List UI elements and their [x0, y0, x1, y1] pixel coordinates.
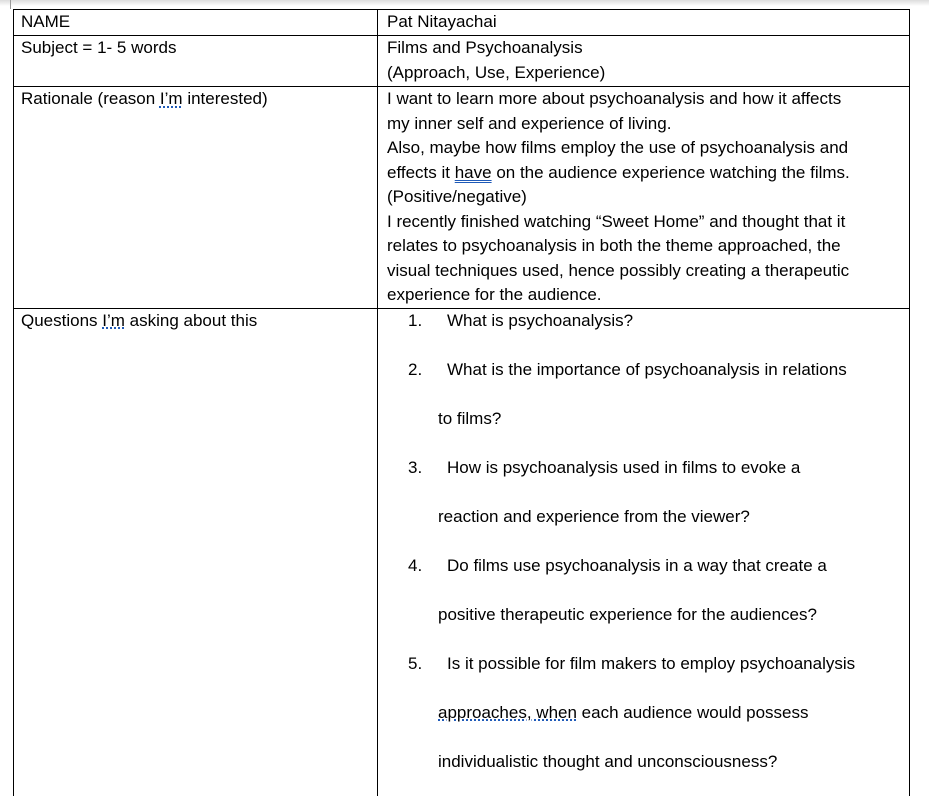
- list-item-continuation: reaction and experience from the viewer?: [438, 506, 750, 526]
- subject-value-line: Films and Psychoanalysis: [387, 38, 583, 57]
- rationale-line: I recently finished watching “Sweet Home” and thought that it: [387, 211, 846, 231]
- questions-label-cell[interactable]: [14, 308, 378, 796]
- list-item: [378, 358, 909, 383]
- name-row: [14, 10, 910, 36]
- rationale-text: effects it: [387, 162, 455, 182]
- name-label-cell[interactable]: [14, 10, 378, 36]
- rationale-text-cell[interactable]: [378, 87, 910, 309]
- list-item-text: How is psychoanalysis used in films to evoke a: [447, 457, 801, 477]
- subject-label-cell[interactable]: [14, 36, 378, 87]
- rationale-text: on the audience experience watching the films.: [491, 162, 850, 182]
- rationale-line: (Positive/negative): [387, 187, 527, 206]
- questions-label-text: Questions: [21, 310, 103, 330]
- list-item-continuation: to films?: [438, 408, 502, 428]
- page-top-edge: [0, 0, 929, 6]
- questions-row: [14, 308, 910, 796]
- rationale-line: relates to psychoanalysis in both the theme approached, the: [387, 236, 841, 255]
- list-item-text: Do films use psychoanalysis in a way that create a: [447, 555, 827, 575]
- rationale-line: [387, 161, 909, 186]
- spellcheck-flag[interactable]: I’m: [102, 310, 125, 330]
- list-number: 3.: [408, 457, 423, 477]
- list-item: [378, 554, 909, 579]
- rationale-line: I want to learn more about psychoanalysis and how it affects: [387, 89, 842, 108]
- questions-list: [378, 309, 909, 775]
- list-item-continuation: individualistic thought and unconsciousness?: [438, 751, 778, 771]
- list-number: 5.: [408, 653, 423, 673]
- list-number: 1.: [408, 310, 423, 330]
- questions-label: [21, 311, 257, 330]
- list-item: [378, 652, 909, 677]
- rationale-line: visual techniques used, hence possibly creating a therapeutic: [387, 260, 850, 280]
- questions-label-text: asking about this: [124, 310, 258, 330]
- rationale-row: [14, 87, 910, 309]
- list-item-text: each audience would possess: [576, 702, 809, 722]
- list-item-continuation: [378, 701, 909, 726]
- rationale-label-text: Rationale (reason: [21, 89, 160, 108]
- list-item: [378, 456, 909, 481]
- name-value: Pat Nitayachai: [387, 12, 497, 31]
- worksheet-table: [13, 9, 910, 796]
- subject-value-line: (Approach, Use, Experience): [387, 62, 606, 82]
- subject-label: Subject = 1- 5 words: [21, 38, 177, 57]
- questions-list-cell[interactable]: [378, 308, 910, 796]
- list-number: 2.: [408, 359, 423, 379]
- rationale-line: my inner self and experience of living.: [387, 113, 672, 133]
- list-number: 4.: [408, 555, 423, 575]
- name-label: NAME: [21, 12, 71, 31]
- rationale-label: [21, 89, 268, 108]
- spellcheck-flag[interactable]: approaches, when: [438, 702, 577, 722]
- list-item-text: What is the importance of psychoanalysis in relations: [447, 359, 847, 379]
- list-item-continuation: positive therapeutic experience for the audiences?: [438, 604, 817, 624]
- list-item-text: Is it possible for film makers to employ psychoanalysis: [447, 653, 856, 673]
- rationale-label-cell[interactable]: [14, 87, 378, 309]
- name-value-cell[interactable]: [378, 10, 910, 36]
- subject-row: [14, 36, 910, 87]
- list-item: [378, 309, 909, 334]
- list-item-text: What is psychoanalysis?: [447, 310, 634, 330]
- page-margin-marker: [10, 0, 11, 9]
- rationale-line: Also, maybe how films employ the use of psychoanalysis and: [387, 138, 849, 157]
- rationale-label-text: interested): [182, 89, 268, 108]
- subject-value-cell[interactable]: [378, 36, 910, 87]
- rationale-line: experience for the audience.: [387, 285, 602, 304]
- grammar-flag[interactable]: have: [454, 162, 492, 182]
- spellcheck-flag[interactable]: I’m: [159, 89, 183, 108]
